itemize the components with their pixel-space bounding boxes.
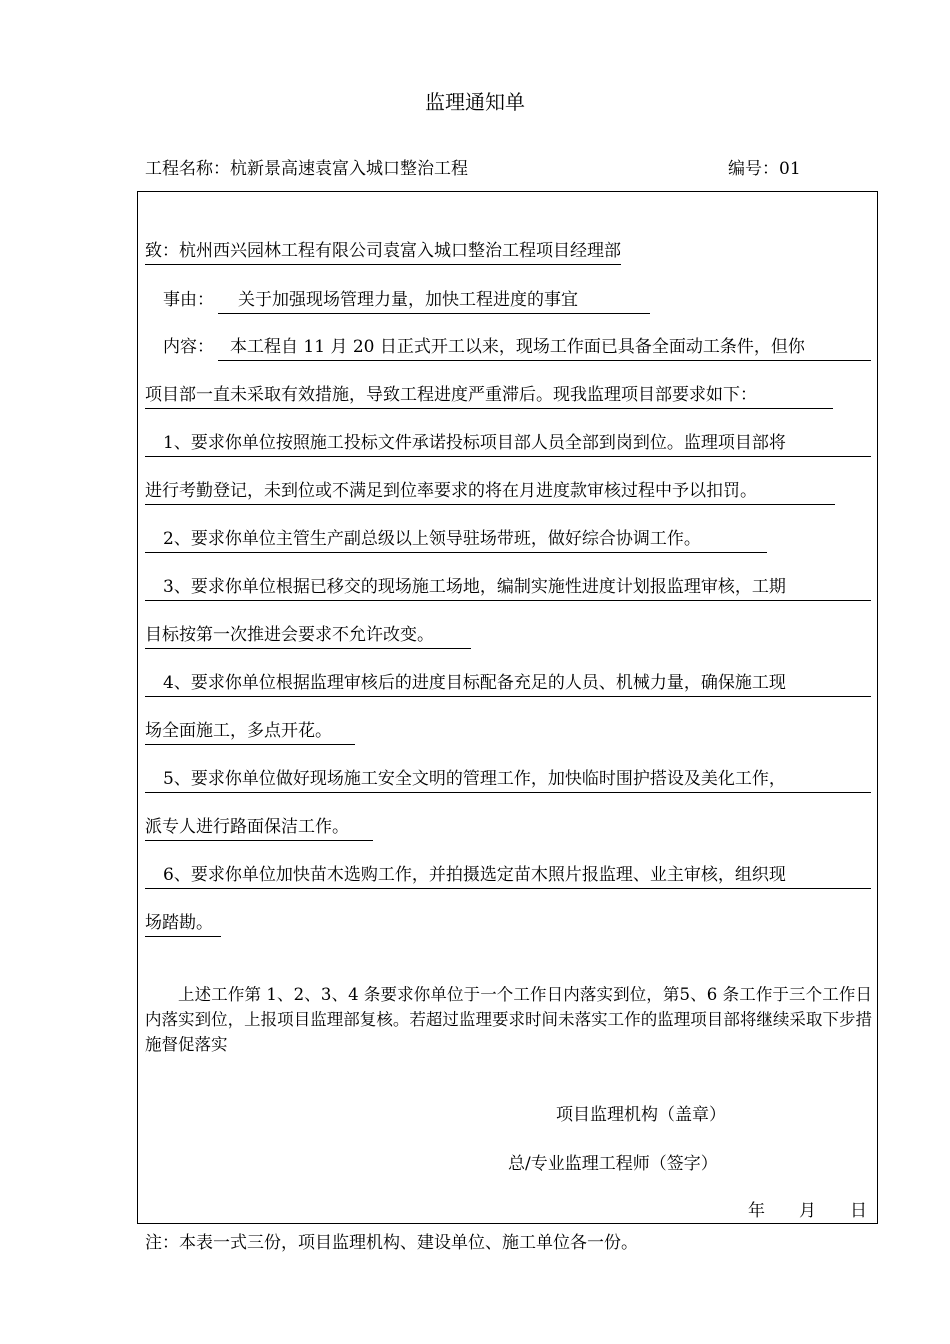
document-number: 编号：01: [728, 159, 801, 179]
summary-text: 上述工作第 1、2、3、4 条要求你单位于一个工作日内落实到位，第5、6 条工作于三个工作日内落实到位，上报项目监理部复核。若超过监理要求时间未落实工作的监理项目部将继续采取下步措施督促落实: [145, 985, 872, 1054]
subject-label: 事由：: [163, 290, 214, 310]
item-2-line-1: 2、要求你单位主管生产副总级以上领导驻场带班，做好综合协调工作。: [145, 524, 767, 553]
supervision-org-seal: 项目监理机构（盖章）: [556, 1105, 726, 1125]
item-4-line-2: 场全面施工，多点开花。: [145, 716, 355, 745]
page-title: 监理通知单: [425, 90, 525, 114]
item-3-line-1: 3、要求你单位根据已移交的现场施工场地，编制实施性进度计划报监理审核，工期: [145, 572, 871, 601]
item-5-line-2: 派专人进行路面保洁工作。: [145, 812, 373, 841]
item-6-line-2: 场踏勘。: [145, 908, 221, 937]
recipient-line: 致：杭州西兴园林工程有限公司袁富入城口整治工程项目经理部: [145, 236, 621, 265]
item-1-line-1: 1、要求你单位按照施工投标文件承诺投标项目部人员全部到岗到位。监理项目部将: [145, 428, 871, 457]
content-label: 内容：: [163, 337, 214, 357]
item-3-line-2: 目标按第一次推进会要求不允许改变。: [145, 620, 471, 649]
item-1-line-2: 进行考勤登记，未到位或不满足到位率要求的将在月进度款审核过程中予以扣罚。: [145, 476, 835, 505]
engineer-signature: 总/专业监理工程师（签字）: [508, 1154, 718, 1174]
sign-date: 年 月 日: [748, 1201, 867, 1221]
content-line-2: 项目部一直未采取有效措施，导致工程进度严重滞后。现我监理项目部要求如下：: [145, 380, 833, 409]
item-4-line-1: 4、要求你单位根据监理审核后的进度目标配备充足的人员、机械力量，确保施工现: [145, 668, 871, 697]
item-5-line-1: 5、要求你单位做好现场施工安全文明的管理工作，加快临时围护搭设及美化工作，: [145, 764, 871, 793]
footnote: 注：本表一式三份，项目监理机构、建设单位、施工单位各一份。: [145, 1233, 638, 1253]
item-6-line-1: 6、要求你单位加快苗木选购工作，并拍摄选定苗木照片报监理、业主审核，组织现: [145, 860, 871, 889]
project-name: 工程名称：杭新景高速袁富入城口整治工程: [145, 159, 468, 179]
summary-paragraph: [145, 982, 872, 1057]
content-line-1: 本工程自 11 月 20 日正式开工以来，现场工作面已具备全面动工条件，但你: [218, 332, 871, 361]
subject-text: 关于加强现场管理力量，加快工程进度的事宜: [218, 285, 650, 314]
